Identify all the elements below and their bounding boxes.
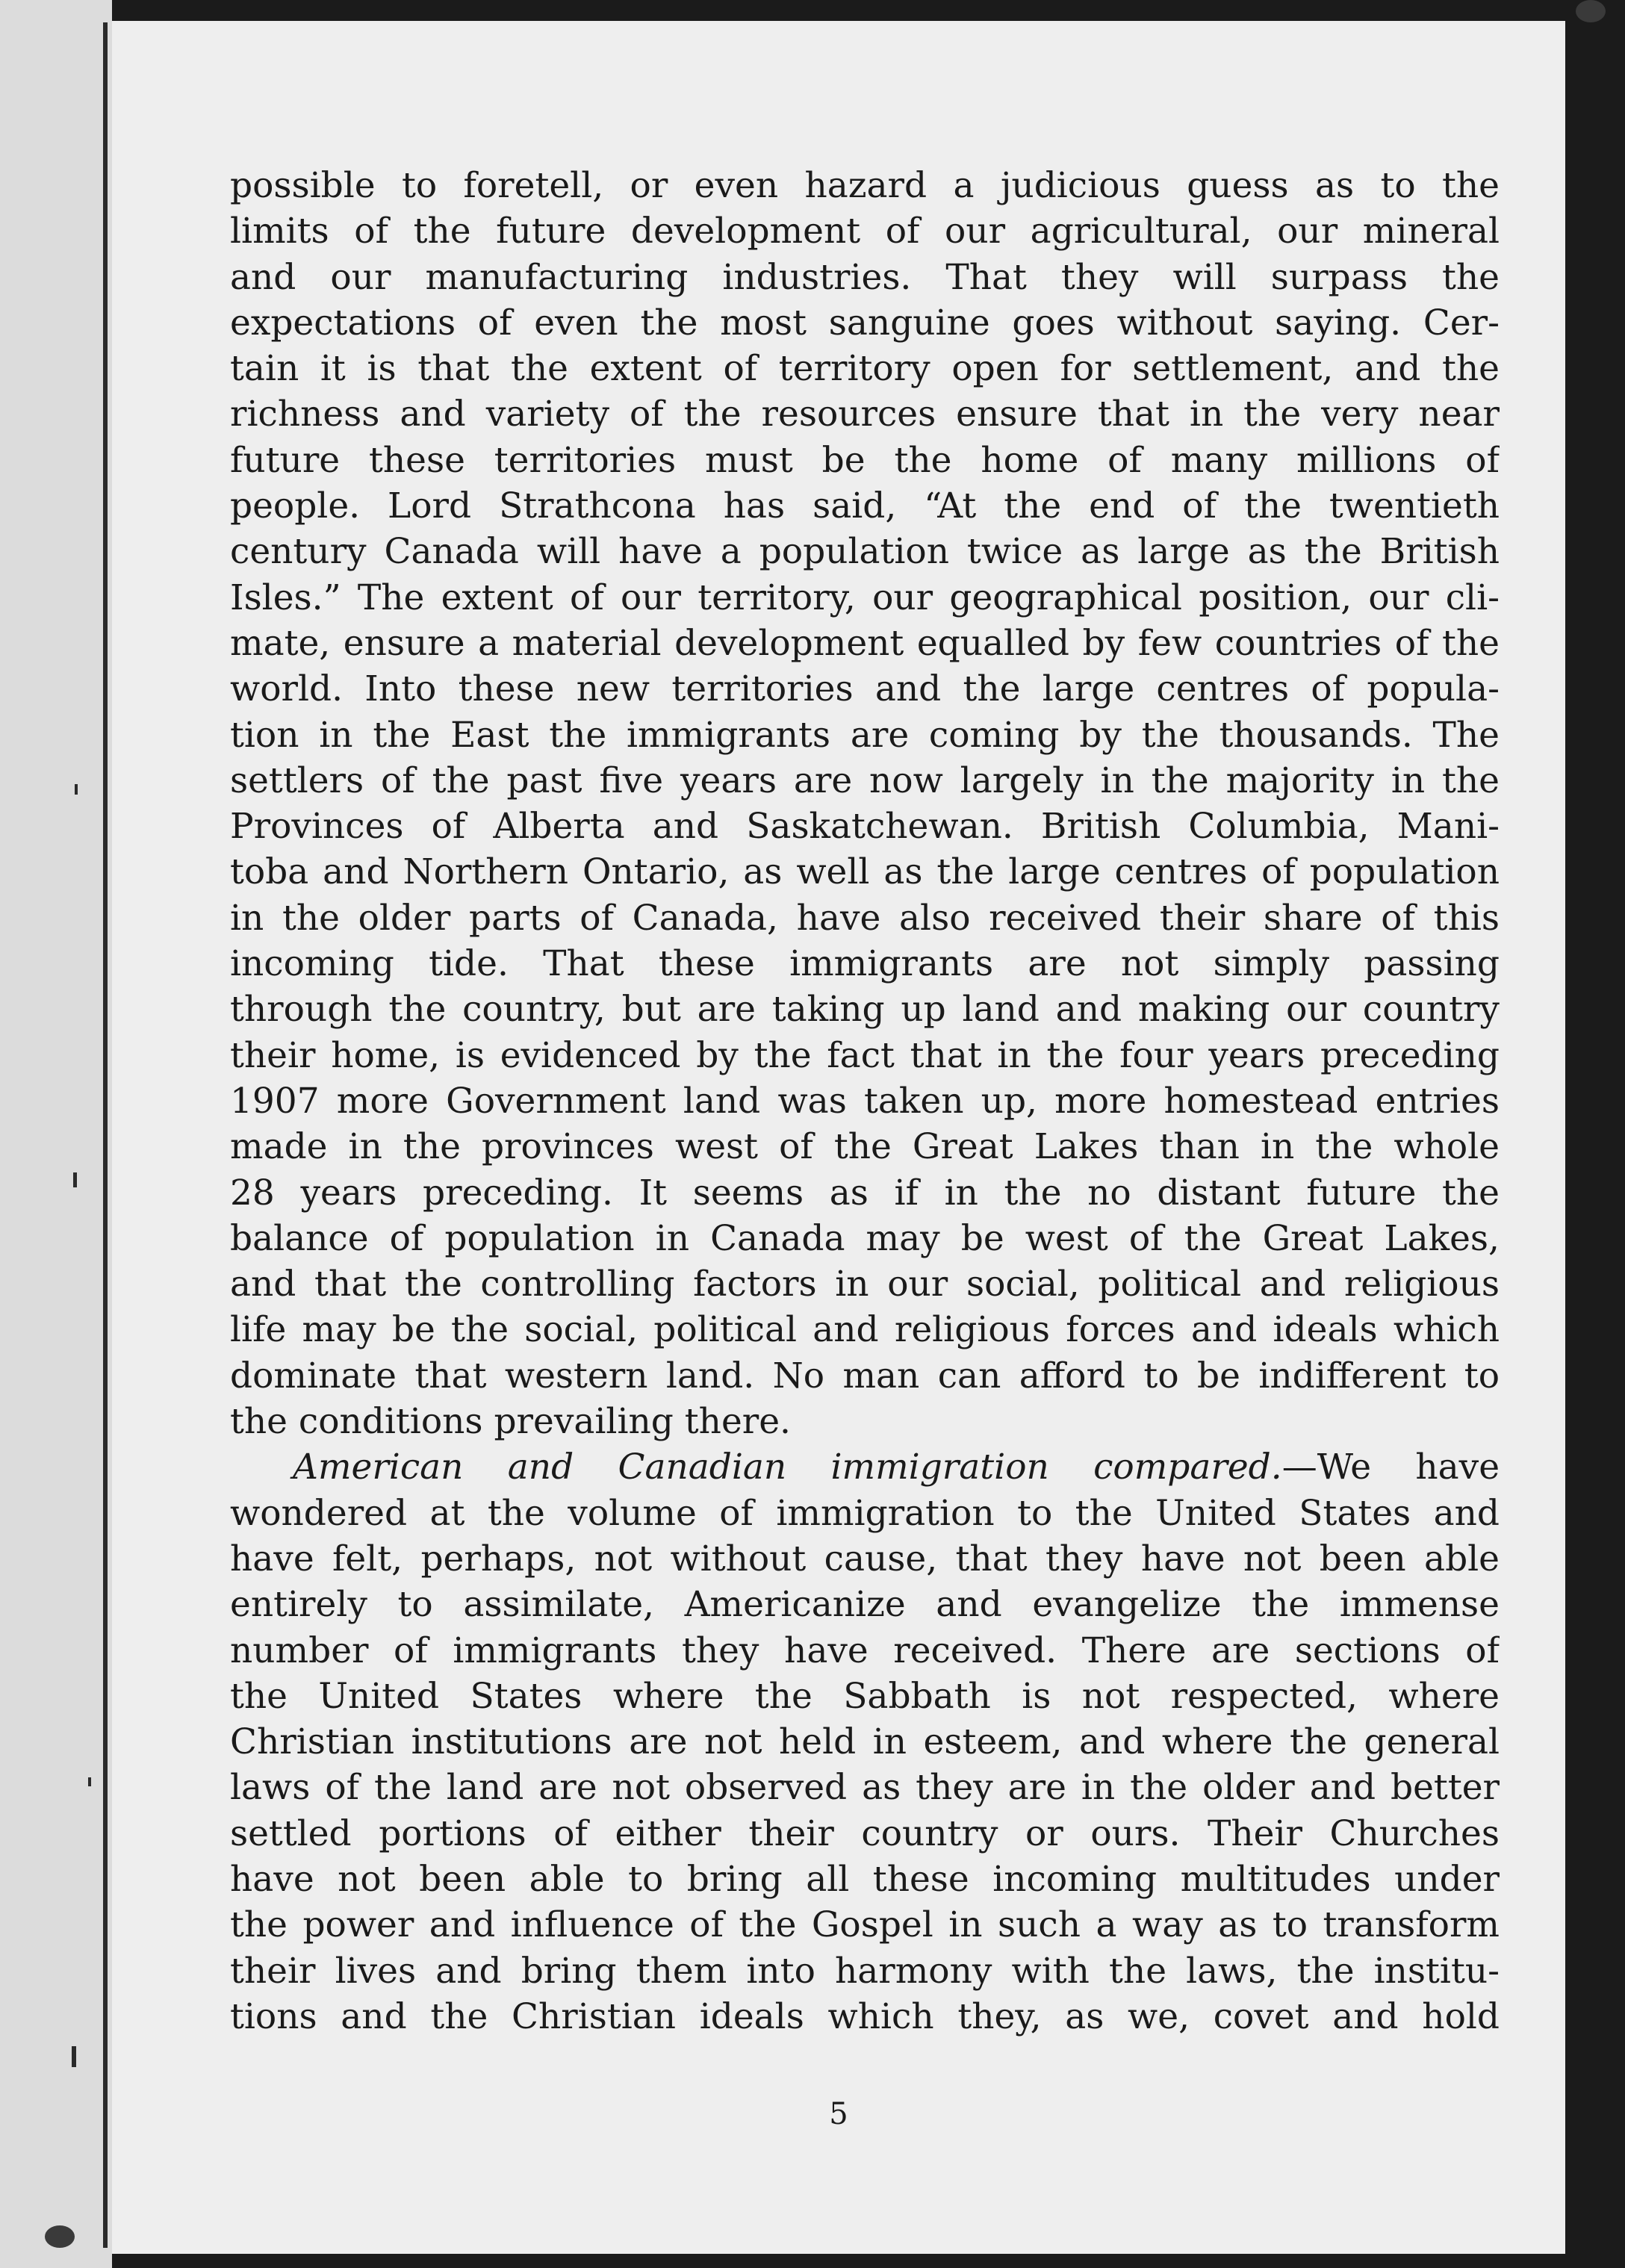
text-line: their home, is evidenced by the fact that in the four years preceding <box>230 1034 1500 1076</box>
text-line: the power and influence of the Gospel in such a way as to transform <box>230 1904 1500 1946</box>
text-line: 28 years preceding. It seems as if in the no distant future the <box>230 1172 1500 1214</box>
text-line: the conditions prevailing there. <box>230 1401 791 1443</box>
gutter-marks <box>0 0 112 2268</box>
text-line: in the older parts of Canada, have also received their share of this <box>230 897 1500 939</box>
text-line: expectations of even the most sanguine goes without saying. Cer- <box>230 302 1500 344</box>
text-line: mate, ensure a material development equalled by few countries of the <box>230 622 1500 664</box>
text-line: limits of the future development of our agricultural, our mineral <box>230 211 1500 252</box>
text-line: settled portions of either their country or ours. Their Churches <box>230 1812 1500 1854</box>
text-line: settlers of the past five years are now largely in the majority in the <box>230 759 1500 801</box>
text-line: and that the controlling factors in our social, political and religious <box>230 1264 1500 1305</box>
text-line: balance of population in Canada may be west of the Great Lakes, <box>230 1217 1500 1259</box>
text-line: Provinces of Alberta and Saskatchewan. British Columbia, Mani- <box>230 806 1500 848</box>
body-text <box>230 163 1500 2039</box>
text-line: century Canada will have a population twice as large as the British <box>230 531 1500 573</box>
text-line: have felt, perhaps, not without cause, that they have not been able <box>230 1538 1500 1579</box>
paragraph-heading: American and Canadian immigration compared. <box>293 1447 1282 1488</box>
text-line: made in the provinces west of the Great Lakes than in the whole <box>230 1126 1500 1168</box>
document-page <box>112 21 1565 2254</box>
text-line: through the country, but are taking up land and making our country <box>230 989 1500 1031</box>
text-line: wondered at the volume of immigration to the United States and <box>230 1492 1500 1534</box>
text-line: 1907 more Government land was taken up, more homestead entries <box>230 1080 1500 1122</box>
text-line: dominate that western land. No man can afford to be indifferent to <box>230 1355 1500 1396</box>
paragraph-heading-line <box>230 1444 1500 1490</box>
scan-smudge <box>1576 0 1606 22</box>
page-number: 5 <box>829 2097 848 2131</box>
text-line: richness and variety of the resources ensure that in the very near <box>230 394 1500 435</box>
text-line: future these territories must be the home of many millions of <box>230 439 1500 481</box>
text-line: life may be the social, political and religious forces and ideals which <box>230 1309 1500 1351</box>
text-line: and our manufacturing industries. That they will surpass the <box>230 256 1500 298</box>
text-line: world. Into these new territories and the large centres of popula- <box>230 668 1500 710</box>
text-line: tions and the Christian ideals which they, as we, covet and hold <box>230 1995 1500 2037</box>
text-line: tion in the East the immigrants are coming by the thousands. The <box>230 714 1500 756</box>
text-line: tain it is that the extent of territory open for settlement, and the <box>230 348 1500 390</box>
text-line: their lives and bring them into harmony with the laws, the institu- <box>230 1950 1500 1992</box>
text-line: incoming tide. That these immigrants are not simply passing <box>230 943 1500 985</box>
text-line: number of immigrants they have received. There are sections of <box>230 1629 1500 1671</box>
text-line: have not been able to bring all these incoming multitudes under <box>230 1858 1500 1900</box>
text-line: people. Lord Strathcona has said, “At the end of the twentieth <box>230 485 1500 527</box>
text-line: entirely to assimilate, Americanize and evangelize the immense <box>230 1584 1500 1626</box>
text-line: possible to foretell, or even hazard a judicious guess as to the <box>230 165 1500 206</box>
text-line: Christian institutions are not held in esteem, and where the general <box>230 1721 1500 1763</box>
text-line: laws of the land are not observed as they are in the older and better <box>230 1767 1500 1809</box>
text-line: toba and Northern Ontario, as well as the large centres of population <box>230 851 1500 893</box>
scan-smudge <box>45 2225 75 2248</box>
text-line: Isles.” The extent of our territory, our geographical position, our cli- <box>230 577 1500 618</box>
text-line: the United States where the Sabbath is not respected, where <box>230 1675 1500 1717</box>
text-fragment: —We have <box>1281 1447 1500 1488</box>
